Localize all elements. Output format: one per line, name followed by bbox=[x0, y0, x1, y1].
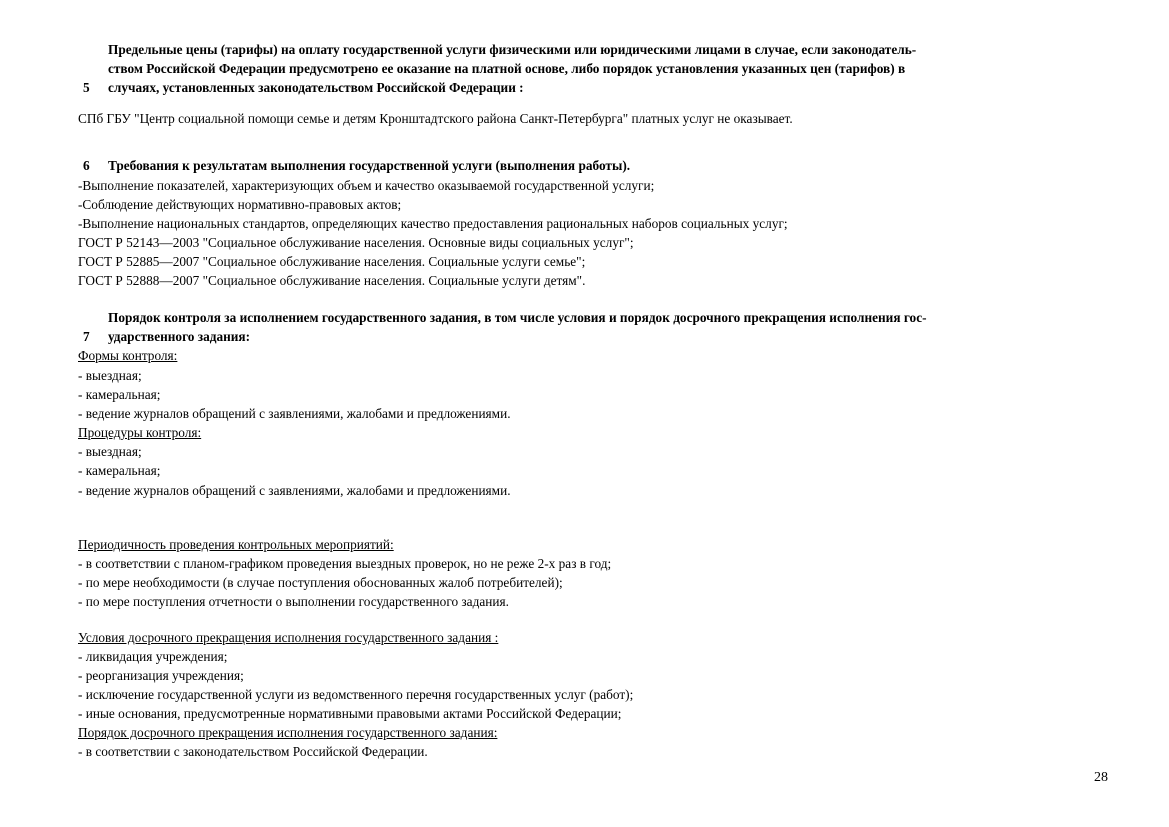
page-number: 28 bbox=[1094, 770, 1108, 785]
section-5-heading-line-2: ством Российской Федерации предусмотрено ее оказание на платной основе, либо порядок установления указанных цен (тарифов) в bbox=[108, 61, 906, 76]
periodicity-title: Периодичность проведения контрольных мероприятий: bbox=[78, 537, 394, 552]
termination-item: - реорганизация учреждения; bbox=[78, 668, 244, 683]
forms-item: - камеральная; bbox=[78, 387, 161, 402]
termination-conditions-title: Условия досрочного прекращения исполнения государственного задания : bbox=[78, 630, 499, 645]
termination-order-item: - в соответствии с законодательством Российской Федерации. bbox=[78, 744, 428, 759]
section-6-heading-text: Требования к результатам выполнения государственной услуги (выполнения работы). bbox=[108, 158, 631, 173]
section-7-number: 7 bbox=[83, 329, 90, 344]
section-5-heading-line-3: случаях, установленных законодательством Российской Федерации : bbox=[108, 80, 524, 95]
section-6-line: -Соблюдение действующих нормативно-правовых актов; bbox=[78, 197, 402, 212]
termination-order-title: Порядок досрочного прекращения исполнения государственного задания: bbox=[78, 725, 498, 740]
forms-item: - выездная; bbox=[78, 368, 142, 383]
procedures-item: - выездная; bbox=[78, 444, 142, 459]
periodicity-item: - по мере необходимости (в случае поступления обоснованных жалоб потребителей); bbox=[78, 575, 563, 590]
section-6-line: ГОСТ Р 52888—2007 "Социальное обслуживание населения. Социальные услуги детям". bbox=[78, 273, 586, 288]
termination-item: - иные основания, предусмотренные нормативными правовыми актами Российской Федерации; bbox=[78, 706, 622, 721]
control-procedures-title: Процедуры контроля: bbox=[78, 425, 202, 440]
section-7-heading-line-1: Порядок контроля за исполнением государственного задания, в том числе условия и порядок досрочного прекращения исполнения гос- bbox=[108, 310, 927, 325]
section-6-heading bbox=[80, 156, 630, 175]
termination-item: - исключение государственной услуги из ведомственного перечня государственных услуг (работ); bbox=[78, 687, 634, 702]
section-6-line: -Выполнение показателей, характеризующих объем и качество оказываемой государственной услуги; bbox=[78, 178, 655, 193]
section-7-heading bbox=[80, 308, 927, 346]
section-5-body: СПб ГБУ "Центр социальной помощи семье и детям Кронштадтского района Санкт-Петербурга" платных услуг не оказывает. bbox=[78, 111, 793, 126]
section-6-line: ГОСТ Р 52143—2003 "Социальное обслуживание населения. Основные виды социальных услуг"; bbox=[78, 235, 634, 250]
section-6-line: -Выполнение национальных стандартов, определяющих качество предоставления рациональных наборов социальных услуг; bbox=[78, 216, 788, 231]
section-5-heading-line-1: Предельные цены (тарифы) на оплату государственной услуги физическими или юридическими лицами в случае, если законодатель- bbox=[108, 42, 917, 57]
section-7-heading-line-2: ударственного задания: bbox=[108, 329, 251, 344]
periodicity-item: - по мере поступления отчетности о выполнении государственного задания. bbox=[78, 594, 509, 609]
section-5-number: 5 bbox=[83, 80, 90, 95]
procedures-item: - камеральная; bbox=[78, 463, 161, 478]
forms-of-control-title: Формы контроля: bbox=[78, 348, 178, 363]
termination-item: - ликвидация учреждения; bbox=[78, 649, 228, 664]
forms-item: - ведение журналов обращений с заявлениями, жалобами и предложениями. bbox=[78, 406, 511, 421]
periodicity-item: - в соответствии с планом-графиком проведения выездных проверок, но не реже 2-х раз в год; bbox=[78, 556, 612, 571]
procedures-item: - ведение журналов обращений с заявлениями, жалобами и предложениями. bbox=[78, 483, 511, 498]
section-6-number: 6 bbox=[83, 158, 90, 173]
section-5-heading bbox=[80, 40, 916, 97]
section-6-line: ГОСТ Р 52885—2007 "Социальное обслуживание населения. Социальные услуги семье"; bbox=[78, 254, 586, 269]
